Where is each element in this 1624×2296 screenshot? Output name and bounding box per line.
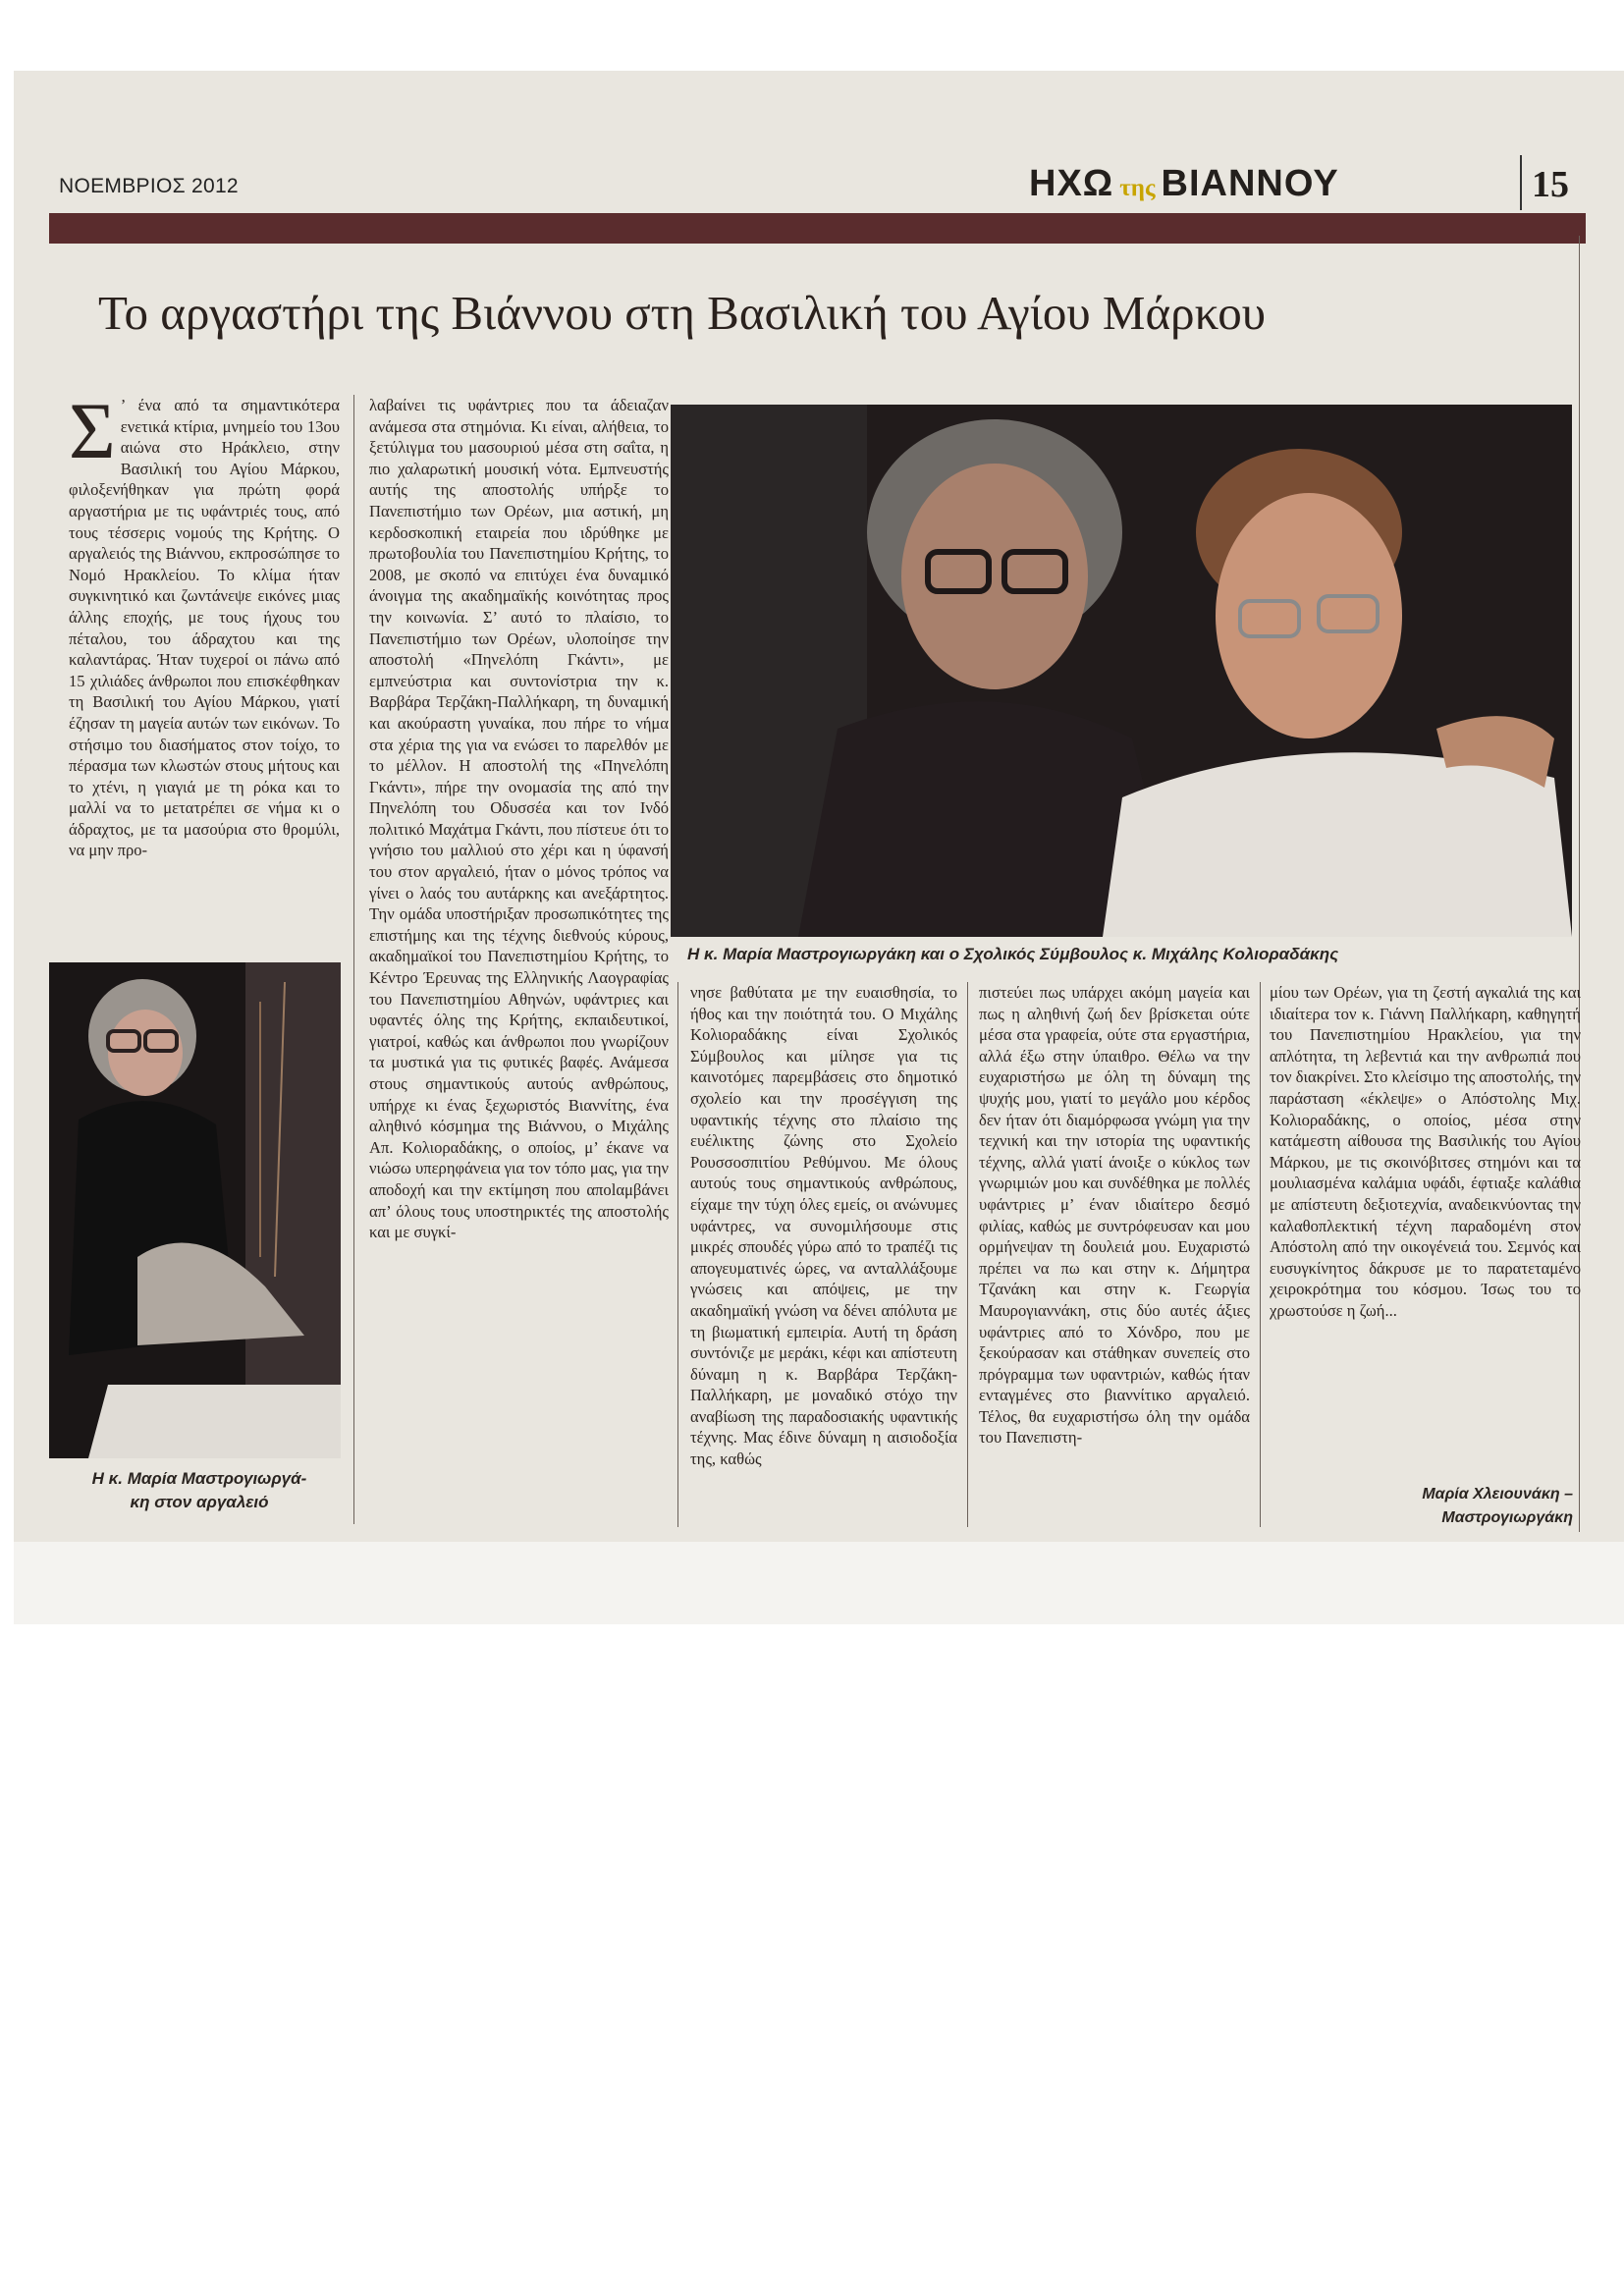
- photo-main-portrait: [671, 405, 1572, 937]
- column-rule: [967, 982, 968, 1527]
- main-photo-caption: Η κ. Μαρία Μαστρογιωργάκη και ο Σχολικός Σύμβουλος κ. Μιχάλης Κολιοραδάκης: [687, 945, 1339, 963]
- article-column-4: [979, 982, 1250, 1527]
- side-photo-caption-line-2: κη στον αργαλειό: [130, 1493, 269, 1511]
- header-divider: [1520, 155, 1522, 210]
- article-column-2: [369, 395, 669, 1524]
- scan-lower-margin: [14, 1542, 1624, 1624]
- photo-woman-at-loom: [49, 962, 341, 1458]
- side-photo-caption-line-1: Η κ. Μαρία Μαστρογιωργά-: [91, 1469, 307, 1488]
- masthead-right: ΒΙΑΝΝΟΥ: [1161, 163, 1339, 204]
- page-number: 15: [1532, 164, 1569, 205]
- author-line-2: Μαστρογιωργάκη: [1441, 1509, 1573, 1526]
- column-rule: [353, 395, 354, 1524]
- header-color-bar: [49, 213, 1586, 244]
- masthead-left: ΗΧΩ: [1029, 163, 1114, 204]
- author-line-1: Μαρία Χλειουνάκη –: [1422, 1486, 1573, 1503]
- drop-cap: Σ: [69, 386, 116, 475]
- photo-main-portrait-image: [671, 405, 1572, 937]
- article-headline: Το αργαστήρι της Βιάννου στη Βασιλική του Αγίου Μάρκου: [98, 286, 1266, 340]
- issue-date: ΝΟΕΜΒΡΙΟΣ 2012: [59, 175, 239, 197]
- column-5-text: μίου των Ορέων, για τη ζεστή αγκαλιά της και ιδιαίτερα τον κ. Γιάννη Παλλήκαρη, καθηγητή του Πανεπιστημίου Ηρακλείου, για την απλότητα, τη λεβεντιά και την ανθρωπιά που τον διακρίνει. Στο κλείσιμο της αποστολής, την παράσταση «έκλεψε» ο Απόστολης Μιχ. Κολιοραδάκης, ο οποίος, μέσα στην κατάμεστη αίθουσα της Βασιλικής του Αγίου Μάρκου, με τις σκοινόβιτσες στημόνι και τα μουλιασμένα καλάμια υφάδι, έφτιαξε καλάθια με απίστευτη δεξιοτεχνία, αναδεικνύοντας την καλαθοπλεκτική τέχνη παραδομένη στον Απόστολη από την οικογένειά του. Σεμνός και ευσυγκίνητος δάκρυσε με το παρατεταμένο χειροκρότημα του κόσμου. Ίσως του το χρωστούσε η ζωή...: [1270, 983, 1581, 1320]
- column-3-text: νησε βαθύτατα με την ευαισθησία, το ήθος και την ποιότητά του. Ο Μιχάλης Κολιοραδάκης είναι Σχολικός Σύμβουλος και μίλησε για τις καινοτόμες παρεμβάσεις στο δημοτικό σχολείο και την προσέγγιση της υφαντικής τέχνης στο πλαίσιο της ευέλικτης ζώνης στο Σχολείο Ρουσσοσπιτίου Ρεθύμνου. Με όλους αυτούς τους σημαντικούς ανθρώπους, είχαμε την τύχη όλες εμείς, οι ανώνυμες υφάντρες, να συνομιλήσουμε στις μικρές σπουδές γύρω από το τραπέζι τις απογευματινές ώρες, να ανταλλάξουμε γνώσεις και απόψεις, με την ακαδημαϊκή γνώση να δένει απόλυτα με τη βιωματική εμπειρία. Αυτή τη δράση συντόνιζε με μεράκι, κέφι και απίστευτη δύναμη η κ. Βαρβάρα Τερζάκη-Παλλήκαρη, με μοναδικό στόχο την αναβίωση της παραδοσιακής υφαντικής τέχνης. Μας έδινε δύναμη η αισιοδοξία της, καθώς: [690, 983, 957, 1469]
- side-photo-caption: [57, 1467, 342, 1514]
- masthead-mid: της: [1119, 175, 1156, 201]
- photo-woman-at-loom-image: [49, 962, 341, 1458]
- column-rule: [1260, 982, 1261, 1527]
- masthead: [1029, 163, 1339, 205]
- column-rule: [677, 982, 678, 1527]
- column-2-text: λαβαίνει τις υφάντριες που τα άδειαζαν ανάμεσα στα στημόνια. Κι είναι, αλήθεια, το ξετύλιγμα του μασουριού μέσα στη σαΐτα, η πιο χαλαρωτική μουσική νότα. Εμπνευστής αυτής της αποστολής υπήρξε το Πανεπιστήμιο των Ορέων, μια αστική, μη κερδοσκοπική εταιρεία που ιδρύθηκε με πρωτοβουλία του Πανεπιστημίου Κρήτης, το 2008, με σκοπό να επιτύχει ένα δυναμικό άνοιγμα της ακαδημαϊκής κοινότητας προς την κοινωνία. Σ’ αυτό το πλαίσιο, το Πανεπιστήμιο των Ορέων, υλοποίησε την αποστολή «Πηνελόπη Γκάντι», με εμπνεύστρια και συντονίστρια την κ. Βαρβάρα Τερζάκη-Παλλήκαρη, τη δυναμική και ακούραστη γυναίκα, που πήρε το νήμα στα χέρια της για να ενώσει το παρελθόν με το μέλλον. Η αποστολή της «Πηνελόπη Γκάντι», πήρε την ονομασία της από την Πηνελόπη του Οδυσσέα και τον Ινδό πολιτικό Μαχάτμα Γκάντι, που πίστευε ότι το γνήσιο του μαλλιού στο χέρι και η ύφανσή του στον αργαλειό, ήταν ο μόνος τρόπος να γίνει ο λαός του αυτάρκης και ανεξάρτητος. Την ομάδα υποστήριξαν προσωπικότητες της επιστήμης και της τέχνης διεθνούς κύρους, ακαδημαϊκοί του Πανεπιστημίου Κρήτης, το Κέντρο Έρευνας της Ελληνικής Λαογραφίας του Πανεπιστημίου Αθηνών, υφάντριες και υφαντές όλης της Κρήτης, εκπαιδευτικοί, γιατροί, καθώς και άνθρωποι που γνωρίζουν τα μυστικά για τις φυτικές βαφές. Ανάμεσα στους σημαντικούς αυτούς ανθρώπους, υπήρχε κι ένας ξεχωριστός Βιαννίτης, ένα αληθινό κόσμημα της Βιάννου, ο Μιχάλης Απ. Κολιοραδάκης, ο οποίος, μ’ έκανε να νιώσω υπερηφάνεια για τον τόπο μας, για την αποδοχή και την εκτίμηση που αποlαμβάνει απ’ όλους τους υποστηρικτές της αποστολής και με συγκί-: [369, 396, 669, 1242]
- article-column-5: [1270, 982, 1581, 1493]
- column-1-text: ’ ένα από τα σημαντικότερα ενετικά κτίρια, μνημείο του 13ου αιώνα στο Ηράκλειο, στην Βασιλική του Αγίου Μάρκου, φιλοξενήθηκαν για πρώτη φορά αργαστήρια με τις υφάντριές τους, από τους τέσσερις νομούς της Κρήτης. Ο αργαλειός της Βιάννου, εκπροσώπησε το Νομό Ηρακλείου. Το κλίμα ήταν συγκινητικό και ζωντάνεψε εικόνες μιας άλλης εποχής, με τους ήχους του πέταλου, του άδραχτου και της καλαντάρας. Ήταν τυχεροί οι πάνω από 15 χιλιάδες άνθρωποι που επισκέφθηκαν τη Βασιλική του Αγίου Μάρκου, γιατί έζησαν τη μαγεία αυτών των εικόνων. Το στήσιμο του διασήματος στον τοίχο, το πέρασμα των κλωστών στους μήτους και το χτένι, η γιαγιά με τη ρόκα και το μαλλί να το μετατρέπει σε νήμα κι ο άδραχτος, με τα μασούρια στο θρομύλι, να μην προ-: [69, 396, 340, 860]
- article-author: [1355, 1483, 1573, 1530]
- article-column-3: [690, 982, 957, 1527]
- column-4-text: πιστεύει πως υπάρχει ακόμη μαγεία και πως η αληθινή ζωή δεν βρίσκεται ούτε μέσα στα γραφεία, ούτε στα εργαστήρια, αλλά έξω στην ύπαιθρο. Θέλω να την ευχαριστήσω με όλη τη δύναμη της ψυχής μου, γιατί το μεγάλο μου κέρδος δεν ήταν ότι διαμόρφωσα γνώμη για την τεχνική και την ιστορία της υφαντικής τέχνης, αλλά γιατί άνοιξε ο κύκλος των γνωριμιών μου και συνδέθηκα με πολλές υφάντριες μ’ έναν ιδιαίτερο δεσμό φιλίας, καθώς με συντρόφευσαν και μου ορμήνεψαν τη δουλειά μου. Ευχαριστώ πρέπει να πω και στην κ. Δήμητρα Τζανάκη και στην κ. Γεωργία Μαυρογιαννάκη, στις δύο αυτές άξιες υφάντριες από το Χόνδρο, που με ξεκούρασαν και στάθηκαν συνεπείς στο πρόγραμμα των υφαντριών, καθώς ήταν ενταγμένες στο βιαννίτικο αργαλειό. Τέλος, θα ευχαριστήσω όλη την ομάδα του Πανεπιστη-: [979, 983, 1250, 1448]
- article-column-1: [69, 386, 340, 945]
